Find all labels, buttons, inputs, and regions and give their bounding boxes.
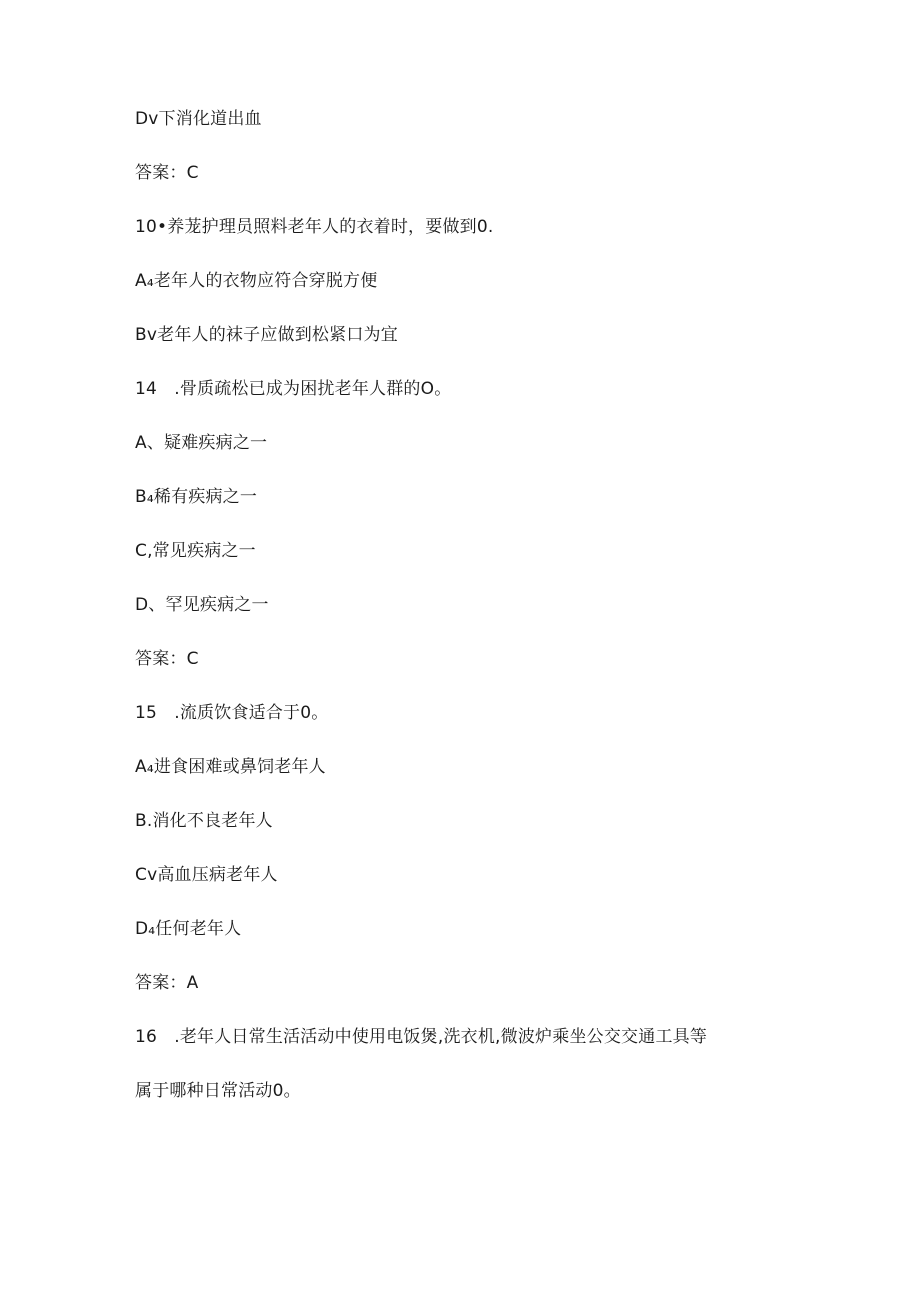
option-c-q15: Cv高血压病老年人 xyxy=(135,865,278,885)
option-a-q15: A₄进食困难或鼻饲老年人 xyxy=(135,757,326,777)
question-16-continued: 属于哪种日常活动0。 xyxy=(135,1081,301,1101)
option-b-q15: B.消化不良老年人 xyxy=(135,811,273,831)
option-a-q10: A₄老年人的衣物应符合穿脱方便 xyxy=(135,271,378,291)
option-d-q14: D、罕见疾病之一 xyxy=(135,595,269,615)
option-b-q10: Bv老年人的袜子应做到松紧口为宜 xyxy=(135,325,398,345)
question-15: 15 .流质饮食适合于0。 xyxy=(135,703,329,723)
option-b-q14: B₄稀有疾病之一 xyxy=(135,487,258,507)
option-d-lower-gi-bleeding: Dv下消化道出血 xyxy=(135,109,262,129)
answer-q9: 答案：C xyxy=(135,163,199,183)
option-d-q15: D₄任何老年人 xyxy=(135,919,242,939)
question-14: 14 .骨质疏松已成为困扰老年人群的O。 xyxy=(135,379,452,399)
option-a-q14: A、疑难疾病之一 xyxy=(135,433,268,453)
question-16: 16 .老年人日常生活活动中使用电饭煲,洗衣机,微波炉乘坐公交交通工具等 xyxy=(135,1027,708,1047)
question-10: 10•养茏护理员照料老年人的衣着时，要做到0. xyxy=(135,217,494,237)
answer-q15: 答案：A xyxy=(135,973,199,993)
option-c-q14: C,常见疾病之一 xyxy=(135,541,256,561)
answer-q14: 答案：C xyxy=(135,649,199,669)
